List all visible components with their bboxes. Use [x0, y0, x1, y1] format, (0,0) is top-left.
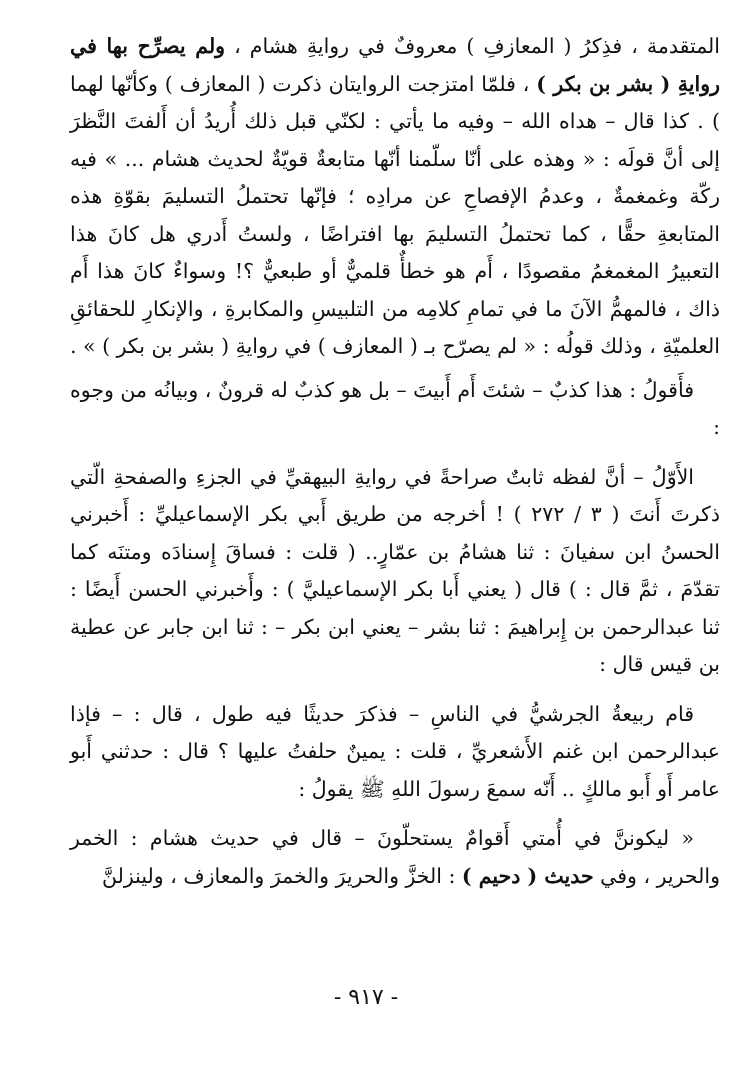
hadith-text-start: « ليكوننَّ في أُمتي أَقوامٌ يستحلّونَ – قال في حديث هشام : الخمر والحرير ، وفي — [70, 826, 720, 888]
paragraph-first-point: الأَوّلُ – أنَّ لفظه ثابتٌ صراحةً في روايةِ البيهقيِّ في الجزءِ والصفحةِ الّتي ذكرتَ أَنتَ ( ٣ / ٢٧٢ ) ! أخرجه من طريق أَبي بكر الإسماعيليِّ : أَخبرني الحسنُ ابن سفيانَ : ثنا هشامُ بن عمّارٍ.. ( قلت : فساقَ إِسنادَه ومتنَه كما تقدّمَ ، ثمَّ قال : ) قال ( يعني أَبا بكر الإسماعيليَّ ) : وأَخبرني الحسن أَيضًا : ثنا عبدالرحمن بن إِبراهيمَ : ثنا بشر – يعني ابن بكر – : ثنا ابن جابر عن عطية بن قيس قال : — [70, 464, 720, 676]
paragraph-opening-rest: ، فلمّا امتزجت الروايتان ذكرت ( المعازف ) وكأنّها لهما ) . كذا قال – هداه الله – وفيه ما يأتي : لكنّي قبل ذلك أُريدُ أن أَلفتَ النَّظرَ إلى أنَّ قولَه : « وهذه على أنّا سلّمنا أنّها متابعةٌ قويّةٌ لحديث هشام ... » فيه ركّة وغمغمةٌ ، وعدمُ الإفصاحِ عن مرادِه ؛ فإنّها تحتملُ التسليمَ بقوّةِ هذه المتابعةِ حقًّا ، كما تحتملُ التسليمَ بها افتراضًا ، ولستُ أَدري هل كانَ هذا التعبيرُ المغمغمُ مقصودًا ، أَم هو خطأٌ قلميٌّ أو طبعيٌّ ؟! وسواءٌ كانَ هذا أَم ذاك ، فالمهمُّ الآنَ ما في تمامِ كلامِه من التلبيسِ والمكابرةِ ، والإنكارِ للحقائقِ العلميّةِ ، وذلك قولُه : « لم يصرّح بـ ( المعازف ) في روايةِ ( بشر بن بكر ) » . — [69, 71, 720, 358]
hadith-text-rest: : الخزَّ والحريرَ والخمرَ والمعازف ، ولينزلنَّ — [102, 863, 462, 888]
paragraph-opening-start: المتقدمة ، فذِكرُ ( المعازفِ ) معروفٌ في روايةِ هشام ، — [225, 34, 720, 58]
page-body — [70, 28, 720, 895]
bold-phrase-duhaym: حديث ( دحيم ) — [461, 863, 594, 888]
paragraph-hadith-text — [70, 820, 720, 895]
paragraph-hadith-chain: قام ربيعةُ الجرشيُّ في الناسِ – فذكرَ حديثًا فيه طول ، قال : – فإذا عبدالرحمن ابن غنم الأَشعريِّ ، قلت : يمينٌ حلفتُ عليها ؟ قال : حدثني أَبو عامر أَو أَبو مالكٍ .. أَنّه سمعَ رسولَ اللهِ ﷺ يقولُ : — [70, 701, 720, 801]
paragraph-opening — [70, 28, 720, 366]
bold-phrase-bishr: ولم يصرِّح بها في روايةِ ( بشر بن بكر ) — [70, 34, 720, 96]
paragraph-response: فأَقولُ : هذا كذبٌ – شئتَ أَم أَبيتَ – بل هو كذبٌ له قرونٌ ، وبيانُه من وجوه : — [70, 377, 720, 439]
page-number: - ٩١٧ - — [333, 985, 399, 1010]
